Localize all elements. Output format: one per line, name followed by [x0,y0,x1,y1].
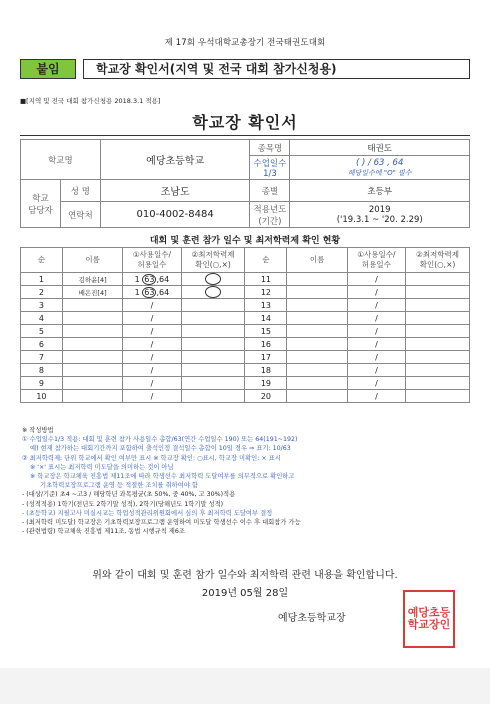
title-divider [20,135,470,136]
days-header-line1: ①사용일수/ [357,250,396,259]
student-name [287,351,347,364]
used-days: / [347,312,405,325]
allowed-days-alt: ,64 [156,287,170,297]
year-label [250,202,290,228]
used-days: / [347,351,405,364]
student-name [62,351,122,364]
viewer-footer-band [0,668,490,704]
min-academic-check [181,273,245,286]
row-number: 14 [245,312,287,325]
participation-rows [21,273,470,403]
attendance-instruction: 해당일수에 "O" 필수 [347,168,412,177]
instruction-line: - (성적적용) 1학기(전년도 2학기말 성적), 2학기(당해년도 1학기말 성적) [22,500,224,508]
table-row [21,299,470,312]
student-name [287,377,347,390]
min-header-line1: ②최저학력제 [191,250,235,259]
instruction-line: 예) 현재 참가하는 대회기간까지 포함하여 출석인정 결석일수 총합이 10일 경우 ⇒ 표기: 10/63 [30,445,291,453]
name-label: 성 명 [60,180,100,202]
min-academic-check [406,351,470,364]
row-number: 5 [21,325,63,338]
circled-allowed-days: 63 [144,274,155,284]
school-label: 학교명 [21,140,101,180]
table-row [21,377,470,390]
instruction-line: ② 최저학력제: 단위 학교에서 확인 여부만 표시 ※ 학교장 확인: ○표시, 학교장 미확인: × 표시 [22,454,281,462]
student-name [287,312,347,325]
year-value-line2: ('19.3.1 ~ '20. 2.29) [336,214,423,225]
row-number: 16 [245,338,287,351]
row-number: 2 [21,286,63,299]
used-days: / [347,364,405,377]
used-days: / [347,299,405,312]
reference-note: ■[지역 및 전국 대회 참가신청용 2018.3.1 적용] [20,97,161,105]
col-min-left [181,248,245,273]
row-number: 20 [245,390,287,403]
attendance-value [290,156,470,180]
competition-title: 제 17회 우석대학교총장기 전국태권도대회 [164,38,326,48]
attachment-title: 학교장 확인서(지역 및 전국 대회 참가신청용) [83,59,470,79]
student-name [62,312,122,325]
used-days: / [123,299,181,312]
allowed-days-alt: ,64 [156,274,170,284]
student-name: 배은진[4] [62,286,122,299]
table-row [21,351,470,364]
min-academic-check [181,286,245,299]
min-academic-check [406,325,470,338]
min-academic-check [181,312,245,325]
participation-table [20,247,470,403]
row-number: 15 [245,325,287,338]
status-section-title: 대회 및 훈련 참가 일수 및 최저학력제 확인 현황 [149,236,341,246]
min-academic-check [181,338,245,351]
info-table [20,139,470,228]
used-days: / [123,325,181,338]
row-number: 19 [245,377,287,390]
used-days: / [123,390,181,403]
table-row [21,364,470,377]
instruction-line: - (대상/기준) 초4 ~고3 / 해당학년 과목평균(초 50%, 중 40%, 고 30%)적용 [22,491,236,499]
min-academic-check [181,390,245,403]
student-name [62,377,122,390]
min-academic-check [181,377,245,390]
category-label: 종별 [250,180,290,202]
used-days: / [347,338,405,351]
used-days: / [123,351,181,364]
official-seal-stamp [403,590,455,648]
year-value-line1: 2019 [368,204,391,215]
instruction-line: 기초학력보장프로그램 운영 등 적절한 조치를 취하여야 함 [40,482,198,490]
seal-lettering: 예당초등 학교장인 [407,606,451,631]
school-name: 예당초등학교 [100,140,250,180]
col-min-right [406,248,470,273]
table-row [21,286,470,299]
used-days: / [347,273,405,286]
table-row [21,390,470,403]
min-academic-check [406,377,470,390]
confirmation-statement: 위와 같이 대회 및 훈련 참가 일수와 최저학력 관련 내용을 확인합니다. [92,570,398,581]
instruction-line: - (관련법령) 학교체육 진흥법 제11조, 동법 시행규칙 제6조 [22,528,185,536]
min-academic-check [406,338,470,351]
min-academic-check [406,273,470,286]
student-name [287,338,347,351]
row-number: 8 [21,364,63,377]
attachment-badge: 붙임 [20,59,76,79]
year-value [290,202,470,228]
event-label: 종목명 [250,140,290,156]
used-days-count: 1 [134,287,140,297]
used-days: / [347,377,405,390]
contact-label: 연락처 [60,202,100,228]
confirm-circle-mark [205,286,221,298]
row-number: 17 [245,351,287,364]
student-name [287,286,347,299]
circled-allowed-days: 63 [144,287,155,297]
student-name [287,273,347,286]
min-academic-check [181,325,245,338]
category-value: 초등부 [290,180,470,202]
instruction-line: - (최저학력 미도달) 학교장은 기초학력보장프로그램 운영하여 미도달 학생선수 이수 후 대회참가 가능 [22,519,301,527]
min-academic-check [181,299,245,312]
row-number: 11 [245,273,287,286]
used-days-count: 1 [134,274,140,284]
student-name [62,325,122,338]
document-date: 2019년 05월 28일 [201,588,289,599]
student-name [62,338,122,351]
attendance-ratio: ( ) / 63 , 64 [356,157,404,168]
student-name [62,364,122,377]
writing-instructions [22,426,470,536]
used-days: / [347,286,405,299]
min-header-line2: 확인(○,×) [419,260,456,269]
student-name: 김하윤[4] [62,273,122,286]
min-academic-check [406,312,470,325]
row-number: 7 [21,351,63,364]
teacher-label-line2: 담당자 [28,205,53,216]
instruction-line: ※ 작성방법 [22,427,54,434]
table-row [21,312,470,325]
student-name [287,299,347,312]
min-header-line1: ②최저학력제 [416,250,459,259]
used-days: / [123,338,181,351]
min-academic-check [406,390,470,403]
col-name-left: 이름 [62,248,122,273]
student-name [62,390,122,403]
instruction-line: ※ 학교장은 학교체육 진흥법 제11조에 따라 학생선수 최저학력 도달여부를 의무적으로 확인하고 [30,473,295,481]
year-label-line1: 적용년도 [253,204,287,215]
col-no-right: 순 [245,248,287,273]
days-header-line2: 허용일수 [137,260,167,269]
student-name [287,364,347,377]
min-academic-check [181,351,245,364]
row-number: 9 [21,377,63,390]
principal-signature: 예당초등학교장 [278,613,346,624]
attendance-label-line2: 1/3 [263,168,277,179]
min-academic-check [406,364,470,377]
col-days-left [123,248,181,273]
col-name-right: 이름 [287,248,347,273]
col-days-right [347,248,405,273]
used-days [123,273,181,286]
used-days: / [347,390,405,403]
col-no-left: 순 [21,248,63,273]
document-title: 학교장 확인서 [192,113,298,132]
min-academic-check [181,364,245,377]
used-days [123,286,181,299]
table-row [21,338,470,351]
confirm-circle-mark [205,273,221,285]
days-header-line2: 허용일수 [361,260,391,269]
contact-value: 010-4002-8484 [100,202,250,228]
student-name [287,390,347,403]
attendance-label-line1: 수업일수 [253,158,287,169]
used-days: / [123,364,181,377]
year-label-line2: (기간) [258,216,282,227]
row-number: 6 [21,338,63,351]
row-number: 10 [21,390,63,403]
days-header-line1: ①사용일수/ [132,250,172,259]
used-days: / [123,312,181,325]
row-number: 4 [21,312,63,325]
row-number: 13 [245,299,287,312]
student-name [62,299,122,312]
table-row [21,273,470,286]
teacher-label-line1: 학교 [32,193,49,204]
instruction-line: ① 수업일수1/3 적용: 대회 및 훈련 참가 사용일수 총합/63(연간 수업일수 190) 또는 64(191~192) [22,436,298,444]
row-number: 12 [245,286,287,299]
min-academic-check [406,286,470,299]
attachment-header [20,59,470,79]
teacher-name: 조남도 [100,180,250,202]
min-header-line2: 확인(○,×) [195,260,231,269]
used-days: / [347,325,405,338]
table-row [21,325,470,338]
used-days: / [123,377,181,390]
event-value: 태권도 [290,140,470,156]
row-number: 1 [21,273,63,286]
student-name [287,325,347,338]
min-academic-check [406,299,470,312]
instruction-line: ※ '×' 표시는 최저학력 미도달을 의미하는 것이 아님 [30,463,174,471]
attendance-label [250,156,290,180]
row-number: 3 [21,299,63,312]
instruction-line: - (초등학교) 지필고사 미실시교는 학업성적관리위원회에서 심의 후 최저학력 도달여부 결정 [22,509,273,517]
row-number: 18 [245,364,287,377]
teacher-label [21,180,61,228]
